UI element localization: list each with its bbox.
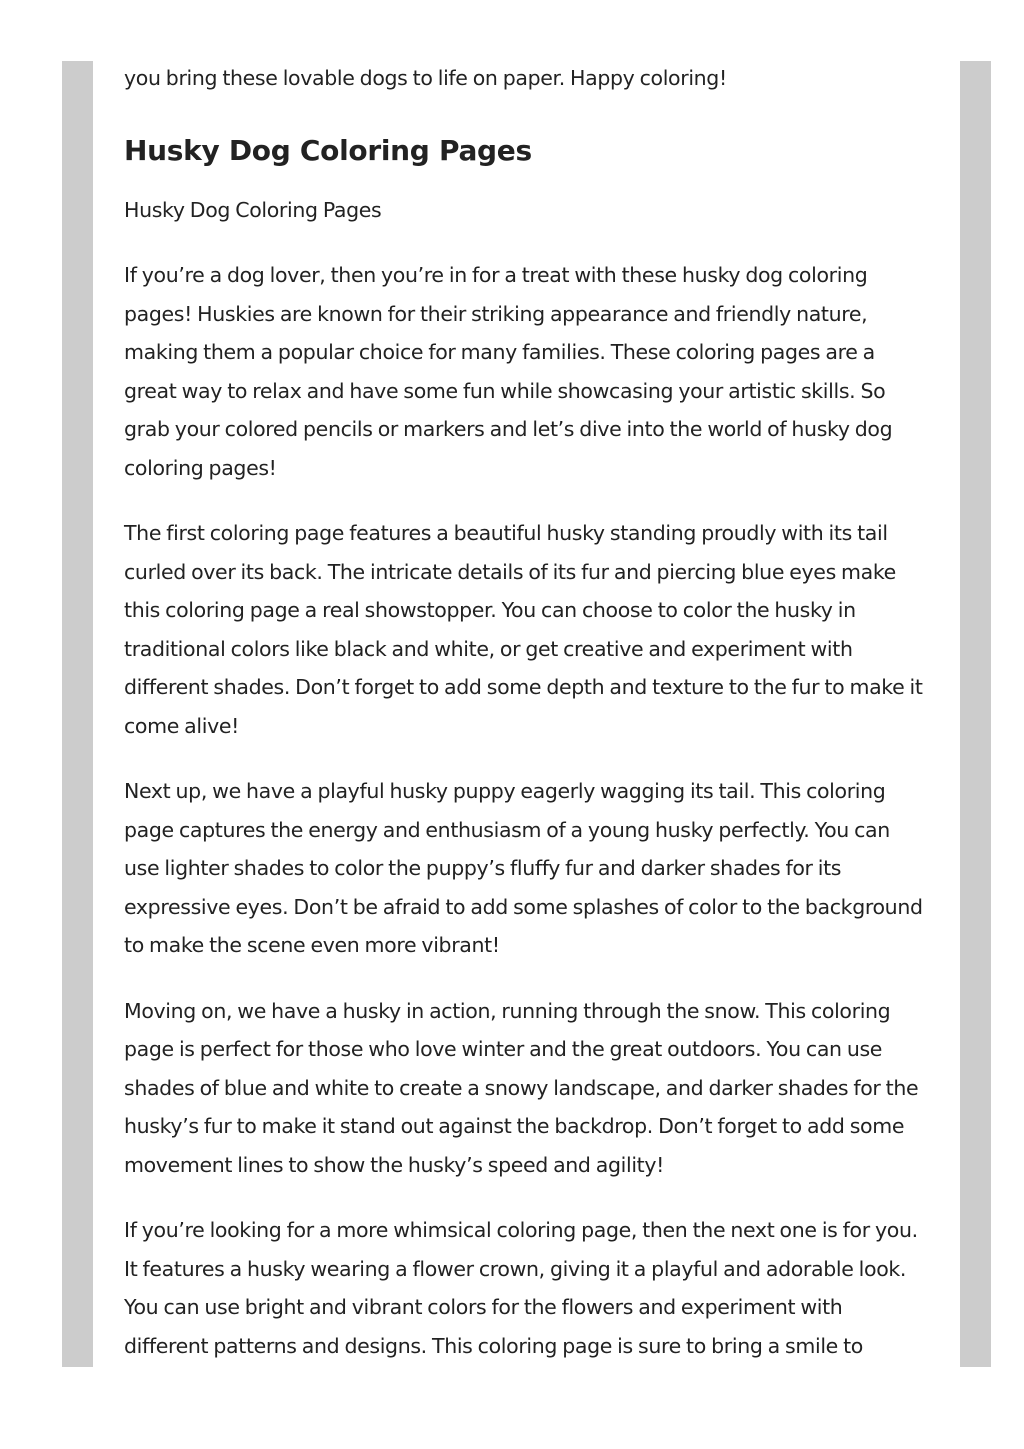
article-paragraph: If you’re a dog lover, then you’re in for a treat with these husky dog coloring pages! Huskies are known for their striking appearance and friendly nature, making them a popular choice for many families. These coloring pages are a great way to relax and have some fun while showcasing your artistic skills. So grab your colored pencils or markers and let’s dive into the world of husky dog coloring pages! [124,263,893,480]
article-paragraph: The first coloring page features a beautiful husky standing proudly with its tail curled over its back. The intricate details of its fur and piercing blue eyes make this coloring page a real showstopper. You can choose to color the husky in traditional colors like black and white, or get creative and experiment with different shades. Don’t forget to add some depth and texture to the fur to make it come alive! [124,521,923,738]
intro-tail-text: you bring these lovable dogs to life on paper. Happy coloring! [124,66,727,90]
article-body [124,59,924,1365]
article-paragraph: Moving on, we have a husky in action, running through the snow. This coloring page is perfect for those who love winter and the great outdoors. You can use shades of blue and white to create a snowy landscape, and darker shades for the husky’s fur to make it stand out against the backdrop. Don’t forget to add some movement lines to show the husky’s speed and agility! [124,998,919,1177]
right-side-rail [960,61,991,1367]
image-caption: Husky Dog Coloring Pages [124,197,382,222]
article-paragraph: Next up, we have a playful husky puppy eagerly wagging its tail. This coloring page captures the energy and enthusiasm of a young husky perfectly. You can use lighter shades to color the puppy’s fluffy fur and darker shades for its expressive eyes. Don’t be afraid to add some splashes of color to the background to make the scene even more vibrant! [124,779,923,957]
section-heading: Husky Dog Coloring Pages [124,133,532,167]
left-side-rail [62,61,93,1367]
article-paragraph: If you’re looking for a more whimsical coloring page, then the next one is for you. It features a husky wearing a flower crown, giving it a playful and adorable look. You can use bright and vibrant colors for the flowers and experiment with different patterns and designs. This coloring page is sure to bring a smile to [124,1218,918,1358]
